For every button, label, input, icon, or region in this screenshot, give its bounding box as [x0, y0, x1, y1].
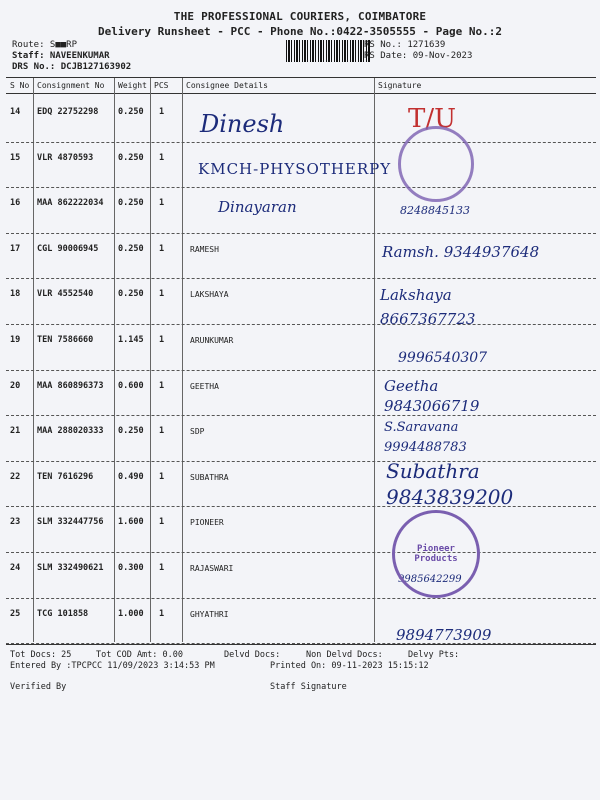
- pioneer-stamp: Pioneer Products: [392, 510, 480, 598]
- row-consignment-no: VLR 4552540: [37, 289, 94, 300]
- tot-docs: Tot Docs: 25: [10, 650, 72, 660]
- row-pcs: 1: [159, 335, 165, 345]
- row-weight: 1.000: [118, 608, 144, 619]
- row-sno: 21: [10, 426, 21, 437]
- round-stamp: [398, 126, 474, 202]
- row-consignee-name: PIONEER: [190, 518, 224, 528]
- delvd-docs: Delvd Docs:: [224, 650, 281, 660]
- entered-by: Entered By :TPCPCC 11/09/2023 3:14:53 PM: [10, 661, 215, 671]
- row-sno: 15: [10, 152, 21, 163]
- col-pcs: PCS: [154, 81, 169, 90]
- row-consignee-name: RAMESH: [190, 244, 219, 254]
- row-weight: 0.250: [118, 152, 144, 163]
- footer-rule: [6, 644, 596, 645]
- header-rule-top: [6, 77, 596, 78]
- company-title: THE PROFESSIONAL COURIERS, COIMBATORE: [173, 10, 427, 23]
- table-row: [6, 599, 596, 645]
- row-consignment-no: TEN 7586660: [37, 335, 94, 345]
- table-row: [6, 416, 596, 462]
- row-weight: 0.250: [118, 289, 144, 300]
- rs-number: RS No.: 1271639: [364, 40, 446, 50]
- handwritten-signature: Ramsh. 9344937648: [382, 243, 540, 261]
- non-delvd-docs: Non Delvd Docs:: [306, 650, 383, 660]
- row-consignee-name: LAKSHAYA: [190, 290, 229, 300]
- row-sno: 23: [10, 517, 21, 528]
- verified-by: Verified By: [10, 682, 67, 692]
- row-weight: 0.490: [118, 471, 144, 482]
- row-consignment-no: MAA 862222034: [37, 198, 104, 209]
- table-row: [6, 325, 596, 371]
- row-sno: 16: [10, 198, 21, 209]
- row-sno: 22: [10, 471, 21, 482]
- row-consignment-no: MAA 860896373: [37, 380, 104, 391]
- row-pcs: 1: [159, 380, 165, 391]
- handwritten-phone: 9996540307: [398, 350, 488, 366]
- runsheet-subtitle: Delivery Runsheet - PCC - Phone No.:0422-3505555 - Page No.:2: [98, 25, 502, 38]
- row-sno: 20: [10, 380, 21, 391]
- row-weight: 0.250: [118, 107, 144, 117]
- row-pcs: 1: [159, 563, 165, 573]
- table-row: [6, 553, 596, 599]
- row-consignment-no: SLM 332447756: [37, 517, 104, 528]
- staff-signature: Staff Signature: [270, 682, 347, 692]
- row-weight: 0.300: [118, 563, 144, 573]
- handwritten-phone: 9985642299: [398, 574, 462, 585]
- row-weight: 1.145: [118, 335, 144, 345]
- row-weight: 0.600: [118, 380, 144, 391]
- row-consignee-name: GHYATHRI: [190, 609, 229, 619]
- barcode: [286, 40, 370, 62]
- table-row: [6, 188, 596, 234]
- row-pcs: 1: [159, 198, 165, 209]
- row-consignment-no: CGL 90006945: [37, 243, 99, 254]
- row-weight: 1.600: [118, 517, 144, 528]
- row-weight: 0.250: [118, 426, 144, 437]
- col-weight: Weight: [118, 81, 147, 90]
- row-pcs: 1: [159, 608, 165, 619]
- row-sno: 24: [10, 563, 21, 573]
- row-pcs: 1: [159, 152, 165, 163]
- col-sno: S No: [10, 81, 30, 90]
- delvy-pts: Delvy Pts:: [408, 650, 460, 660]
- drs-number: DRS No.: DCJB127163902: [12, 62, 132, 72]
- col-signature: Signature: [378, 81, 422, 90]
- row-sno: 17: [10, 243, 21, 254]
- row-pcs: 1: [159, 471, 165, 482]
- handwritten-name: KMCH-PHYSOTHERPY: [198, 160, 392, 178]
- handwritten-phone: 9894773909: [396, 626, 492, 644]
- row-pcs: 1: [159, 426, 165, 437]
- row-weight: 0.250: [118, 198, 144, 209]
- row-sno: 25: [10, 608, 21, 619]
- row-consignment-no: MAA 288020333: [37, 426, 104, 437]
- handwritten-signature: Geetha 9843066719: [384, 377, 480, 415]
- row-consignment-no: EDQ 22752298: [37, 107, 99, 117]
- printed-on: Printed On: 09-11-2023 15:15:12: [270, 661, 429, 671]
- row-consignment-no: TEN 7616296: [37, 471, 94, 482]
- rs-date: RS Date: 09-Nov-2023: [364, 51, 473, 61]
- row-pcs: 1: [159, 243, 165, 254]
- row-consignee-name: SDP: [190, 427, 205, 437]
- handwritten-name: Dinesh: [200, 110, 285, 138]
- row-consignee-name: ARUNKUMAR: [190, 336, 234, 345]
- table-row: [6, 507, 596, 553]
- col-consignee: Consignee Details: [186, 81, 268, 90]
- col-consignment: Consignment No: [37, 81, 105, 90]
- row-sno: 19: [10, 335, 21, 345]
- tot-cod: Tot COD Amt: 0.00: [96, 650, 183, 660]
- row-pcs: 1: [159, 517, 165, 528]
- header-rule-bottom: [6, 93, 596, 94]
- row-consignee-name: RAJASWARI: [190, 564, 234, 573]
- row-consignment-no: VLR 4870593: [37, 152, 94, 163]
- row-pcs: 1: [159, 107, 165, 117]
- handwritten-signature: S.Saravana 9994488783: [384, 420, 467, 455]
- row-consignee-name: GEETHA: [190, 381, 219, 391]
- row-consignment-no: TCG 101858: [37, 608, 89, 619]
- route-label: Route: S■■RP: [12, 40, 78, 50]
- row-sno: 14: [10, 107, 21, 117]
- handwritten-phone: 8248845133: [400, 204, 470, 217]
- handwritten-signature: Subathra 9843839200: [386, 459, 514, 509]
- row-consignee-name: SUBATHRA: [190, 472, 229, 482]
- row-consignment-no: SLM 332490621: [37, 563, 104, 573]
- handwritten-signature: Lakshaya 8667367723: [380, 286, 476, 328]
- row-sno: 18: [10, 289, 21, 300]
- row-weight: 0.250: [118, 243, 144, 254]
- handwritten-mark: T/U: [408, 104, 457, 134]
- handwritten-name: Dinayaran: [218, 198, 297, 216]
- table-row: [6, 97, 596, 143]
- row-pcs: 1: [159, 289, 165, 300]
- staff-label: Staff: NAVEENKUMAR: [12, 51, 110, 61]
